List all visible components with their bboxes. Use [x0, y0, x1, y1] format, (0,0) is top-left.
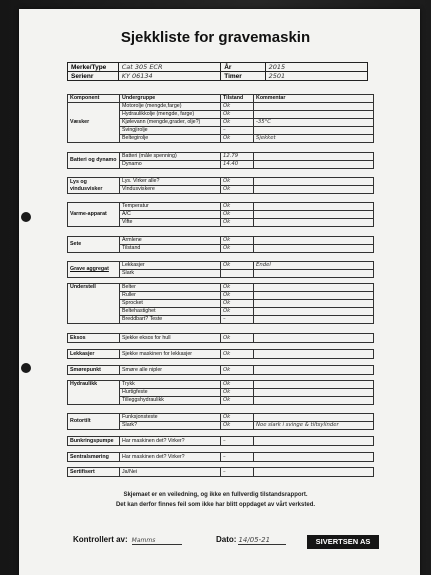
item-label: Trykk: [120, 381, 221, 389]
section-name: Sete: [68, 237, 120, 253]
item-label: Tilleggshydraulikk: [120, 397, 221, 405]
item-label: Kjølevann (mengde,grader, olje?): [120, 119, 221, 127]
section-eksos: [67, 333, 374, 343]
item-status: Ok: [221, 262, 254, 270]
item-comment: [254, 237, 374, 245]
punch-hole: [21, 212, 31, 222]
item-label: Batteri (måle spenning): [120, 153, 221, 161]
item-comment: Endel: [254, 262, 374, 270]
item-label: Sjekke maskinen for lekkasjer: [120, 350, 221, 359]
item-comment: [254, 453, 374, 462]
item-status: Ok: [221, 203, 254, 211]
dato-value: 14/05-21: [238, 536, 286, 545]
item-comment: [254, 211, 374, 219]
item-label: Armlene: [120, 237, 221, 245]
item-comment: [254, 178, 374, 186]
item-comment: [254, 414, 374, 422]
item-status: –: [221, 127, 254, 135]
item-status: Ok: [221, 292, 254, 300]
item-status: Ok: [221, 103, 254, 111]
item-label: Dynamo: [120, 161, 221, 169]
item-comment: -35°C: [254, 119, 374, 127]
item-status: –: [221, 453, 254, 462]
item-label: Sprocket: [120, 300, 221, 308]
item-status: Ok: [221, 334, 254, 343]
item-status: Ok: [221, 245, 254, 253]
section-name: Lekkasjer: [68, 350, 120, 359]
item-label: Slark?: [120, 422, 221, 430]
section-name: Lys og vindusvisker: [68, 178, 120, 194]
item-label: Lekkasjer: [120, 262, 221, 270]
item-status: Ok: [221, 381, 254, 389]
item-comment: [254, 366, 374, 375]
item-status: Ok: [221, 414, 254, 422]
item-comment: [254, 437, 374, 446]
item-label: Beltehastighet: [120, 308, 221, 316]
item-status: [221, 270, 254, 278]
item-label: Ja/Nei: [120, 468, 221, 477]
dato: [216, 535, 286, 545]
item-status: –: [221, 437, 254, 446]
item-label: Smøre alle nipler: [120, 366, 221, 375]
section-hydraulikk: [67, 380, 374, 405]
disclaimer-line-1: Skjemaet er en veiledning, og ikke en fullverdig tilstandsrapport.: [123, 492, 308, 498]
item-status: –: [221, 468, 254, 477]
machine-info-table: [67, 62, 368, 81]
section-name: Understell: [68, 284, 120, 324]
section-name: Sertifisert: [68, 468, 120, 477]
disclaimer: [0, 490, 431, 510]
item-comment: [254, 153, 374, 161]
item-status: Ok: [221, 237, 254, 245]
item-label: Hurtigfeste: [120, 389, 221, 397]
section-lekkasjer: [67, 349, 374, 359]
item-comment: [254, 381, 374, 389]
item-label: Svingjirolje: [120, 127, 221, 135]
item-label: Sjekke eksos for hull: [120, 334, 221, 343]
merke-value: Cat 305 ECR: [118, 63, 221, 72]
sivertsen-logo: SIVERTSEN AS: [307, 535, 379, 549]
item-comment: [254, 300, 374, 308]
section-name: Batteri og dynamo: [68, 153, 120, 169]
item-comment: [254, 468, 374, 477]
item-comment: [254, 308, 374, 316]
section-name: Varme-apparat: [68, 203, 120, 227]
item-comment: [254, 397, 374, 405]
item-status: Ok: [221, 178, 254, 186]
item-comment: [254, 127, 374, 135]
item-comment: Noe slark i svinge & tiltsylinder: [254, 422, 374, 430]
item-status: Ok: [221, 135, 254, 143]
aar-label: År: [221, 63, 265, 72]
item-label: Beltegirolje: [120, 135, 221, 143]
section-sertifisert: [67, 467, 374, 477]
item-status: Ok: [221, 119, 254, 127]
item-label: A/C: [120, 211, 221, 219]
item-label: Vifte: [120, 219, 221, 227]
section-name: Væsker: [68, 103, 120, 143]
section-name: Eksos: [68, 334, 120, 343]
kontrollert-av: [73, 535, 182, 545]
item-comment: Sjekket: [254, 135, 374, 143]
item-comment: [254, 284, 374, 292]
section-batteri: [67, 152, 374, 169]
section-rotortilt: [67, 413, 374, 430]
item-status: Ok: [221, 219, 254, 227]
section-sentralsmoring: [67, 452, 374, 462]
header-undergruppe: Undergruppe: [120, 95, 221, 103]
item-comment: [254, 316, 374, 324]
item-comment: [254, 219, 374, 227]
item-label: Hydraulikkolje (mengde, farge): [120, 111, 221, 119]
item-comment: [254, 270, 374, 278]
punch-hole: [21, 363, 31, 373]
disclaimer-line-2: Det kan derfor finnes feil som ikke har blitt oppdaget av vårt verksted.: [115, 502, 316, 508]
item-status: Ok: [221, 422, 254, 430]
document-title: Sjekkliste for gravemaskin: [120, 29, 311, 46]
item-comment: [254, 111, 374, 119]
item-label: Motorolje (mengde,farge): [120, 103, 221, 111]
section-vaesker: [67, 94, 374, 143]
item-comment: [254, 292, 374, 300]
kontrollert-signature: Mamms: [132, 537, 182, 545]
item-comment: [254, 245, 374, 253]
header-komponent: Komponent: [68, 95, 120, 103]
item-label: Breddbart? Teste: [120, 316, 221, 324]
item-comment: [254, 203, 374, 211]
item-comment: [254, 161, 374, 169]
item-label: Tilstand: [120, 245, 221, 253]
item-label: Vindusviskere: [120, 186, 221, 194]
item-label: Slark: [120, 270, 221, 278]
section-sete: [67, 236, 374, 253]
section-name: Rotortilt: [68, 414, 120, 430]
item-status: Ok: [221, 366, 254, 375]
section-name: Bunkringspumpe: [68, 437, 120, 446]
item-status: 14.40: [221, 161, 254, 169]
item-status: Ok: [221, 350, 254, 359]
section-name: Grave aggregat: [68, 262, 120, 278]
item-label: Har maskinen det? Virker?: [120, 453, 221, 462]
item-status: –: [221, 316, 254, 324]
item-comment: [254, 186, 374, 194]
section-lys: [67, 177, 374, 194]
merke-label: Merke/Type: [68, 63, 119, 72]
item-status: Ok: [221, 389, 254, 397]
dato-label: Dato:: [216, 535, 237, 544]
timer-label: Timer: [221, 72, 265, 81]
section-name: Hydraulikk: [68, 381, 120, 405]
item-label: Belter: [120, 284, 221, 292]
item-comment: [254, 334, 374, 343]
item-status: Ok: [221, 397, 254, 405]
item-label: Lys. Virker alle?: [120, 178, 221, 186]
section-varme: [67, 202, 374, 227]
item-status: 12.79: [221, 153, 254, 161]
header-kommentar: Kommentar: [254, 95, 374, 103]
item-status: Ok: [221, 186, 254, 194]
item-status: Ok: [221, 111, 254, 119]
item-status: Ok: [221, 284, 254, 292]
item-label: Ruller: [120, 292, 221, 300]
item-comment: [254, 350, 374, 359]
section-name: Sentralsmøring: [68, 453, 120, 462]
section-grave-aggregat: [67, 261, 374, 278]
section-bunkringspumpe: [67, 436, 374, 446]
section-smorepunkt: [67, 365, 374, 375]
item-status: Ok: [221, 211, 254, 219]
header-tilstand: Tilstand: [221, 95, 254, 103]
item-status: Ok: [221, 300, 254, 308]
kontrollert-label: Kontrollert av:: [73, 535, 128, 544]
item-label: Funksjonsteste: [120, 414, 221, 422]
timer-value: 2501: [265, 72, 367, 81]
item-status: Ok: [221, 308, 254, 316]
aar-value: 2015: [265, 63, 367, 72]
item-comment: [254, 103, 374, 111]
section-understell: [67, 283, 374, 324]
item-label: Har maskinen det? Virker?: [120, 437, 221, 446]
serienr-label: Serienr: [68, 72, 119, 81]
item-comment: [254, 389, 374, 397]
serienr-value: KY 06134: [118, 72, 221, 81]
section-name: Smørepunkt: [68, 366, 120, 375]
item-label: Temperatur: [120, 203, 221, 211]
